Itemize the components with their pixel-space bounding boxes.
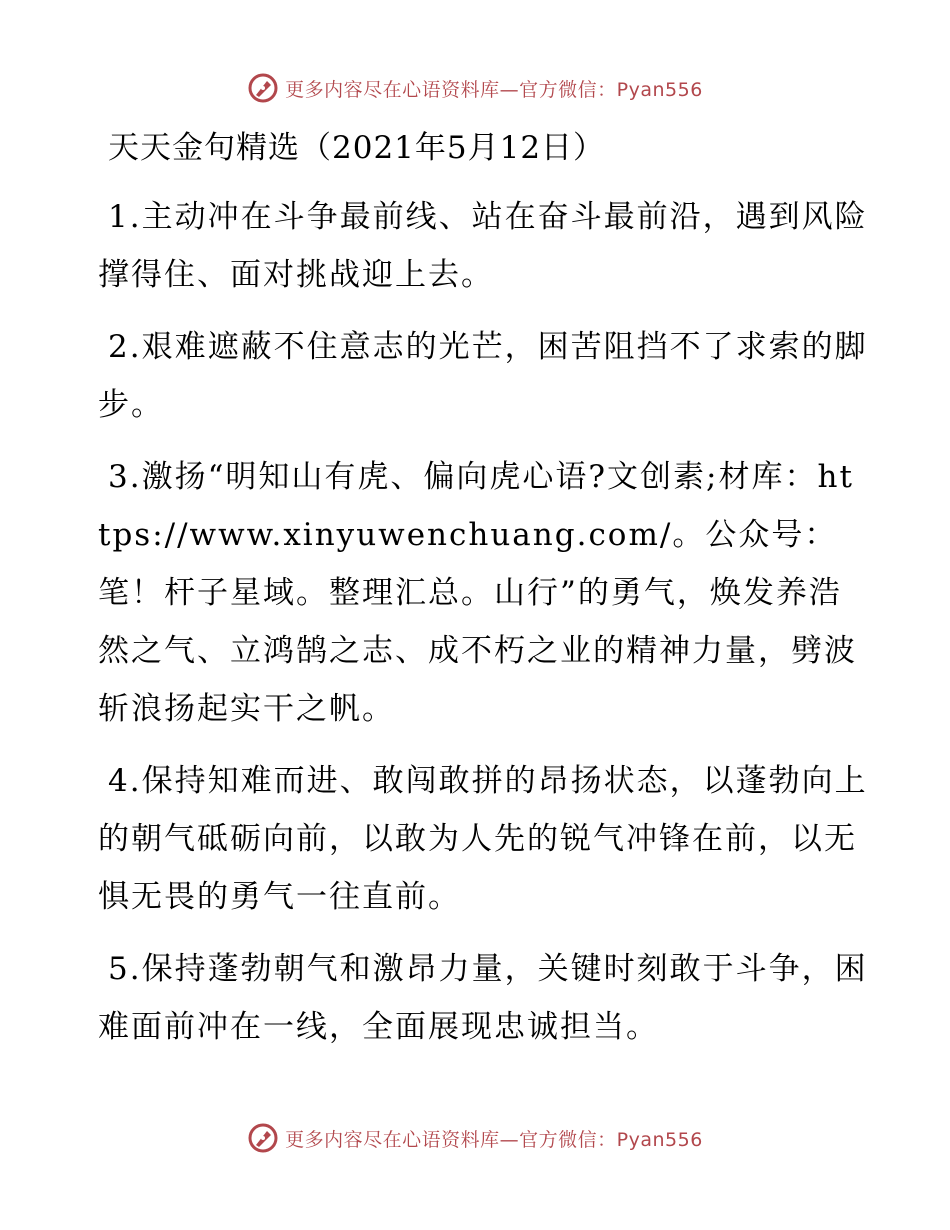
document-title: 天天金句精选（2021年5月12日） xyxy=(108,130,606,166)
quote-number: 2. xyxy=(108,329,142,365)
footer-watermark xyxy=(0,1122,950,1154)
quote-item-3 xyxy=(98,448,868,738)
quote-text: 艰难遮蔽不住意志的光芒，困苦阻挡不了求索的脚步。 xyxy=(98,329,868,423)
pen-nib-circle-icon xyxy=(247,72,279,104)
quote-item-2 xyxy=(98,318,868,434)
watermark-text: 更多内容尽在心语资料库—官方微信：Pyan556 xyxy=(285,1128,703,1151)
quote-number: 3. xyxy=(108,459,142,495)
quote-text: 激扬“明知山有虎、偏向虎心语?文创素;材库：https://www.xinyuwenchuang.com/。公众号：笔！杆子星域。整理汇总。山行”的勇气，焕发养浩然之气、立鸿鹄之志、成不朽之业的精神力量，劈波斩浪扬起实干之帆。 xyxy=(98,459,857,727)
header-watermark xyxy=(0,72,950,104)
quote-item-5 xyxy=(98,940,868,1056)
watermark-text: 更多内容尽在心语资料库—官方微信：Pyan556 xyxy=(285,78,703,101)
quote-number: 5. xyxy=(108,951,142,987)
quote-item-4 xyxy=(98,752,868,926)
quote-text: 保持蓬勃朝气和激昂力量，关键时刻敢于斗争，困难面前冲在一线，全面展现忠诚担当。 xyxy=(98,951,868,1045)
quote-item-1 xyxy=(98,188,868,304)
pen-nib-circle-icon xyxy=(247,1122,279,1154)
quote-text: 主动冲在斗争最前线、站在奋斗最前沿，遇到风险撑得住、面对挑战迎上去。 xyxy=(98,199,868,293)
quote-text: 保持知难而进、敢闯敢拼的昂扬状态，以蓬勃向上的朝气砥砺向前，以敢为人先的锐气冲锋在前，以无惧无畏的勇气一往直前。 xyxy=(98,763,868,915)
quote-number: 1. xyxy=(108,199,142,235)
quote-number: 4. xyxy=(108,763,142,799)
document-body xyxy=(98,128,868,1070)
